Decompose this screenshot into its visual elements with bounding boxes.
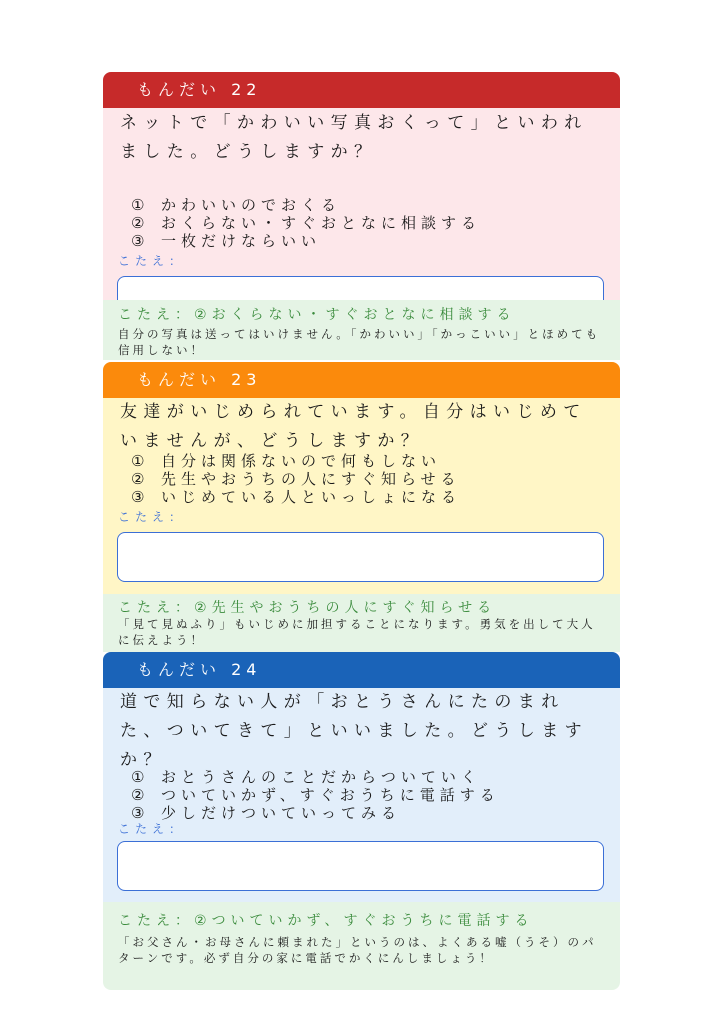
question-area	[103, 688, 620, 902]
option-2: ② おくらない・すぐおとなに相談する	[131, 214, 482, 232]
option-1: ① 自分は関係ないので何もしない	[131, 452, 442, 470]
answer-input[interactable]	[117, 532, 604, 582]
answer-area	[103, 300, 620, 360]
question-header: もんだい 24	[103, 652, 620, 688]
answer-note: 「見て見ぬふり」もいじめに加担することになります。勇気を出して大人に伝えよう！	[118, 617, 596, 647]
options-list	[131, 452, 461, 506]
options-list	[131, 196, 481, 250]
option-1: ① かわいいのでおくる	[131, 196, 342, 214]
answer-label: こたえ：	[118, 254, 187, 268]
question-area	[103, 398, 620, 594]
question-header: もんだい 23	[103, 362, 620, 398]
option-3: ③ 一枚だけならいい	[131, 232, 322, 250]
option-2: ② ついていかず、すぐおうちに電話する	[131, 786, 500, 804]
answer-label: こたえ：	[118, 822, 187, 836]
question-header: もんだい 22	[103, 72, 620, 108]
answer-area	[103, 594, 620, 652]
answer-title: こたえ：②先生やおうちの人にすぐ知らせる	[118, 600, 497, 616]
question-area	[103, 108, 620, 300]
answer-note: 「お父さん・お母さんに頼まれた」というのは、よくある嘘（うそ）のパターンです。必ず自分の家に電話でかくにんしましょう！	[118, 935, 597, 965]
option-3: ③ 少しだけついていってみる	[131, 804, 402, 822]
options-list	[131, 768, 500, 822]
option-2: ② 先生やおうちの人にすぐ知らせる	[131, 470, 461, 488]
answer-area	[103, 902, 620, 990]
question-text: 道で知らない人が「おとうさんにたのまれた、ついてきて」といいました。どうしますか？	[120, 692, 588, 770]
answer-title: こたえ：②おくらない・すぐおとなに相談する	[118, 307, 516, 323]
answer-title: こたえ：②ついていかず、すぐおうちに電話する	[118, 913, 534, 929]
answer-label: こたえ：	[118, 510, 187, 524]
question-text: 友達がいじめられています。自分はいじめていませんが、どうしますか？	[120, 402, 587, 451]
option-3: ③ いじめている人といっしょになる	[131, 488, 462, 506]
answer-note: 自分の写真は送ってはいけません。「かわいい」「かっこいい」とほめても信用しない！	[118, 327, 601, 357]
question-text: ネットで「かわいい写真おくって」といわれました。どうしますか？	[120, 113, 588, 162]
option-1: ① おとうさんのことだからついていく	[131, 768, 481, 786]
answer-input[interactable]	[117, 841, 604, 891]
